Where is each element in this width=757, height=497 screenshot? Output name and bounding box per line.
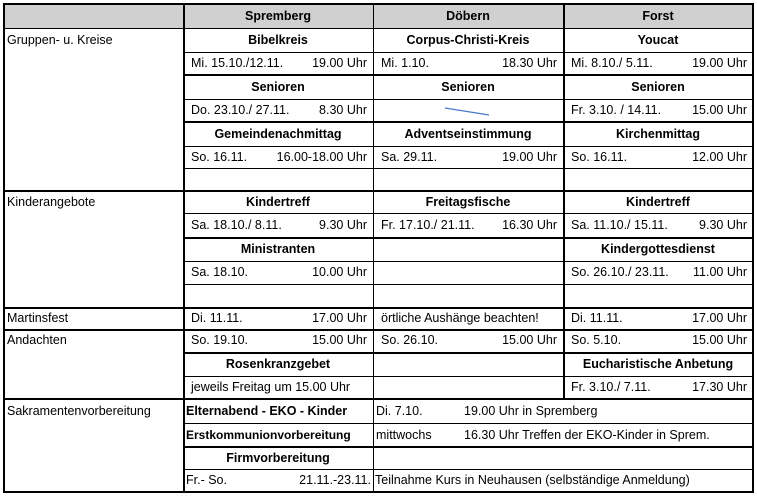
date-martinsfest-forst: Di. 11.11. 17.00 Uhr xyxy=(571,311,747,325)
title-kindertreff-spremberg: Kindertreff xyxy=(246,195,310,209)
title-kindertreff-forst: Kindertreff xyxy=(626,195,690,209)
rule-thick xyxy=(3,307,754,309)
rule-thick xyxy=(3,398,754,400)
rule xyxy=(3,28,754,29)
border-top xyxy=(3,3,754,5)
title-firmvorbereitung: Firmvorbereitung xyxy=(226,451,330,465)
date-bibelkreis: Mi. 15.10./12.11. 19.00 Uhr xyxy=(191,56,367,70)
title-corpus-christi: Corpus-Christi-Kreis xyxy=(406,33,530,47)
category-sakrament: Sakramentenvorbereitung xyxy=(7,404,151,418)
strike-mark xyxy=(373,99,563,121)
title-eucharistische-anbetung: Eucharistische Anbetung xyxy=(582,357,734,371)
date-gemeindenachmittag: So. 16.11. 16.00-18.00 Uhr xyxy=(191,150,367,164)
date-corpus-christi: Mi. 1.10. 18.30 Uhr xyxy=(381,56,557,70)
date-kindertreff-forst: Sa. 11.10./ 15.11. 9.30 Uhr xyxy=(571,218,747,232)
date-kirchenmittag: So. 16.11. 12.00 Uhr xyxy=(571,150,747,164)
rule xyxy=(183,99,754,100)
text-firmvorbereitung: Teilnahme Kurs in Neuhausen (selbständige Anmeldung) xyxy=(375,473,690,487)
border-bottom xyxy=(3,491,754,493)
header-forst: Forst xyxy=(563,4,753,28)
title-adventseinstimmung: Adventseinstimmung xyxy=(404,127,532,141)
date-martinsfest-spremberg: Di. 11.11. 17.00 Uhr xyxy=(191,311,367,325)
date-ministranten: Sa. 18.10. 10.00 Uhr xyxy=(191,265,367,279)
rule xyxy=(183,352,754,354)
rule xyxy=(183,237,754,239)
rule-thick xyxy=(3,329,754,331)
rule xyxy=(183,376,754,377)
title-rosenkranzgebet: Rosenkranzgebet xyxy=(225,357,331,371)
date-kindergottesdienst: So. 26.10./ 23.11. 11.00 Uhr xyxy=(571,265,747,279)
category-gruppen: Gruppen- u. Kreise xyxy=(7,33,113,47)
category-kinder: Kinderangebote xyxy=(7,195,96,209)
title-kindergottesdienst: Kindergottesdienst xyxy=(601,242,715,256)
date-kindertreff-spremberg: Sa. 18.10./ 8.11. 9.30 Uhr xyxy=(191,218,367,232)
date-freitagsfische: Fr. 17.10./ 21.11. 16.30 Uhr xyxy=(381,218,557,232)
date-senioren-forst: Fr. 3.10. / 14.11. 15.00 Uhr xyxy=(571,103,747,117)
rule xyxy=(183,146,754,147)
category-martinsfest: Martinsfest xyxy=(7,311,69,325)
col-rule xyxy=(373,3,374,399)
note-martinsfest-doebern: örtliche Aushänge beachten! xyxy=(381,311,539,325)
category-andachten: Andachten xyxy=(7,333,67,347)
title-gemeindenachmittag: Gemeindenachmittag xyxy=(214,127,342,141)
header-empty xyxy=(3,4,183,28)
rule xyxy=(183,74,754,76)
rule xyxy=(183,213,754,214)
header-spremberg: Spremberg xyxy=(183,4,373,28)
text-elternabend: Di. 7.10. 19.00 Uhr in Spremberg xyxy=(376,404,598,418)
label-erstkommunion: Erstkommunionvorbereitung xyxy=(186,428,351,442)
date-andacht-spremberg: So. 19.10. 15.00 Uhr xyxy=(191,333,367,347)
rule xyxy=(183,52,754,53)
label-elternabend: Elternabend - EKO - Kinder xyxy=(186,404,348,418)
rule xyxy=(183,284,754,285)
date-adventseinstimmung: Sa. 29.11. 19.00 Uhr xyxy=(381,150,557,164)
title-senioren-doebern: Senioren xyxy=(441,80,495,94)
rule xyxy=(183,469,754,470)
title-freitagsfische: Freitagsfische xyxy=(425,195,511,209)
rule xyxy=(183,261,754,262)
border-right xyxy=(752,3,754,493)
date-andacht-forst: So. 5.10. 15.00 Uhr xyxy=(571,333,747,347)
title-kirchenmittag: Kirchenmittag xyxy=(615,127,701,141)
title-ministranten: Ministranten xyxy=(240,242,316,256)
col-rule xyxy=(183,3,185,493)
title-bibelkreis: Bibelkreis xyxy=(248,33,308,47)
date-andacht-doebern: So. 26.10. 15.00 Uhr xyxy=(381,333,557,347)
date-eucharistische-anbetung: Fr. 3.10./ 7.11. 17.30 Uhr xyxy=(571,380,747,394)
col-rule xyxy=(563,3,565,399)
border-left xyxy=(3,3,5,493)
text-erstkommunion: mittwochs 16.30 Uhr Treffen der EKO-Kinder in Sprem. xyxy=(376,428,710,442)
header-doebern: Döbern xyxy=(373,4,563,28)
rule xyxy=(183,423,754,424)
text-rosenkranzgebet: jeweils Freitag um 15.00 Uhr xyxy=(191,380,351,394)
title-senioren-forst: Senioren xyxy=(631,80,685,94)
rule xyxy=(183,446,754,448)
rule xyxy=(183,121,754,123)
rule-thick xyxy=(3,190,754,192)
date-youcat: Mi. 8.10./ 5.11. 19.00 Uhr xyxy=(571,56,747,70)
rule xyxy=(183,168,754,169)
date-firmvorbereitung: Fr.- So. 21.11.-23.11. xyxy=(186,473,371,487)
title-senioren-spremberg: Senioren xyxy=(251,80,305,94)
title-youcat: Youcat xyxy=(637,33,679,47)
date-senioren-spremberg: Do. 23.10./ 27.11. 8.30 Uhr xyxy=(191,103,367,117)
